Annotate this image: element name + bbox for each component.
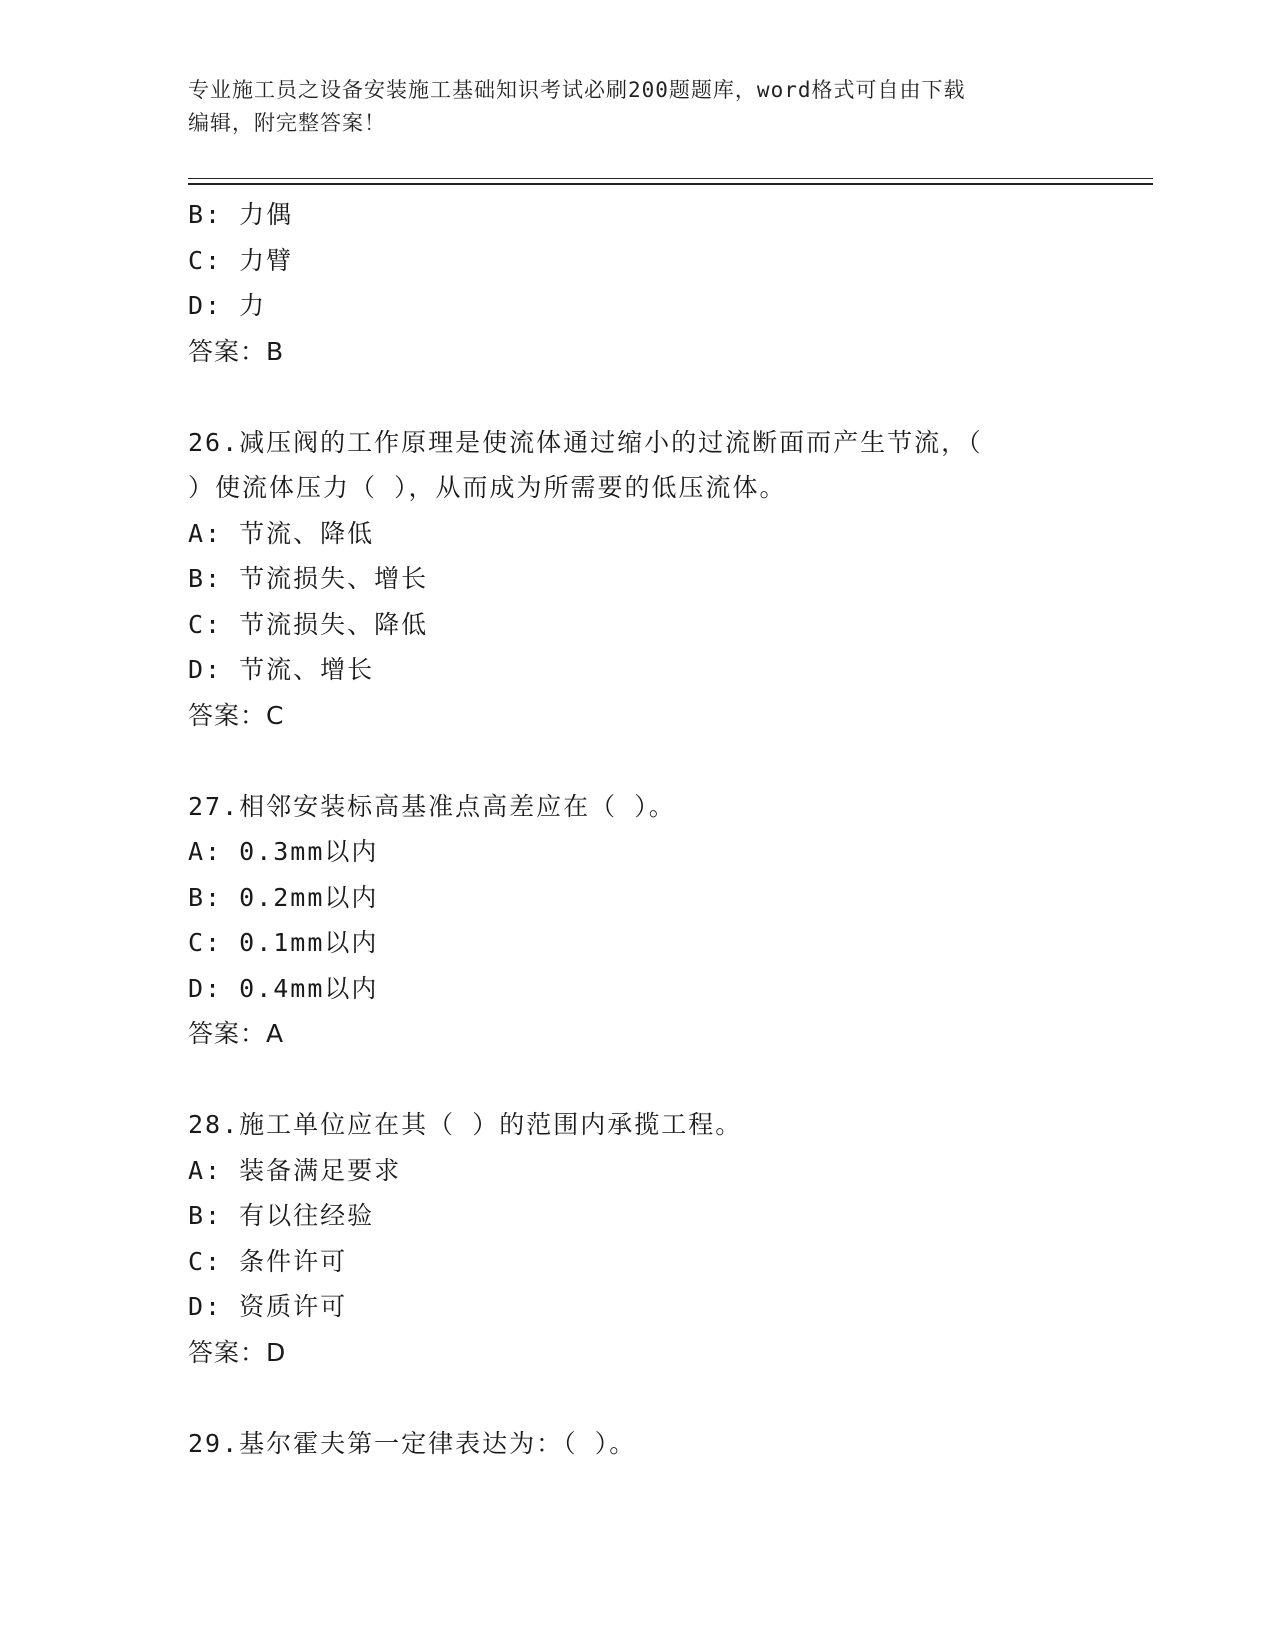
question-25 bbox=[188, 192, 1148, 374]
question-29 bbox=[188, 1421, 1148, 1467]
option-d: D: 力 bbox=[188, 291, 267, 320]
option-c: C: 0.1mm以内 bbox=[188, 928, 379, 957]
option-a: A: 装备满足要求 bbox=[188, 1155, 402, 1185]
option-b: B: 0.2mm以内 bbox=[188, 882, 379, 912]
question-28 bbox=[188, 1102, 1148, 1375]
answer-line: 答案：C bbox=[188, 700, 285, 730]
option-b: B: 节流损失、增长 bbox=[188, 564, 429, 593]
question-stem: 27.相邻安装标高基准点高差应在（ ）。 bbox=[188, 791, 676, 821]
answer-line: 答案：B bbox=[188, 336, 285, 366]
spacer bbox=[188, 1375, 1148, 1421]
header-divider-bottom bbox=[188, 183, 1153, 185]
option-b: B: 力偶 bbox=[188, 200, 294, 229]
document-header bbox=[188, 74, 1088, 140]
header-divider-top bbox=[188, 178, 1153, 179]
option-d: D: 资质许可 bbox=[188, 1292, 348, 1321]
question-27 bbox=[188, 784, 1148, 1057]
option-d: D: 节流、增长 bbox=[188, 655, 375, 684]
question-stem: 26.减压阀的工作原理是使流体通过缩小的过流断面而产生节流，（ bbox=[188, 427, 983, 457]
option-c: C: 节流损失、降低 bbox=[188, 609, 429, 639]
question-stem: 28.施工单位应在其（ ）的范围内承揽工程。 bbox=[188, 1110, 743, 1139]
answer-line: 答案：D bbox=[188, 1337, 287, 1367]
question-stem-continued: ）使流体压力（ ），从而成为所需要的低压流体。 bbox=[188, 473, 787, 502]
answer-line: 答案：A bbox=[188, 1019, 285, 1048]
option-a: A: 节流、降低 bbox=[188, 518, 375, 548]
option-c: C: 条件许可 bbox=[188, 1246, 348, 1276]
question-list bbox=[188, 192, 1148, 1466]
question-26 bbox=[188, 420, 1148, 739]
spacer bbox=[188, 1057, 1148, 1103]
header-line-2: 编辑，附完整答案！ bbox=[188, 111, 386, 135]
spacer bbox=[188, 738, 1148, 784]
spacer bbox=[188, 374, 1148, 420]
option-c: C: 力臂 bbox=[188, 245, 294, 275]
option-d: D: 0.4mm以内 bbox=[188, 973, 379, 1003]
option-b: B: 有以往经验 bbox=[188, 1201, 375, 1230]
question-stem: 29.基尔霍夫第一定律表达为：（ ）。 bbox=[188, 1428, 637, 1458]
option-a: A: 0.3mm以内 bbox=[188, 837, 379, 866]
header-line-1: 专业施工员之设备安装施工基础知识考试必刷200题题库，word格式可自由下载 bbox=[188, 78, 966, 102]
